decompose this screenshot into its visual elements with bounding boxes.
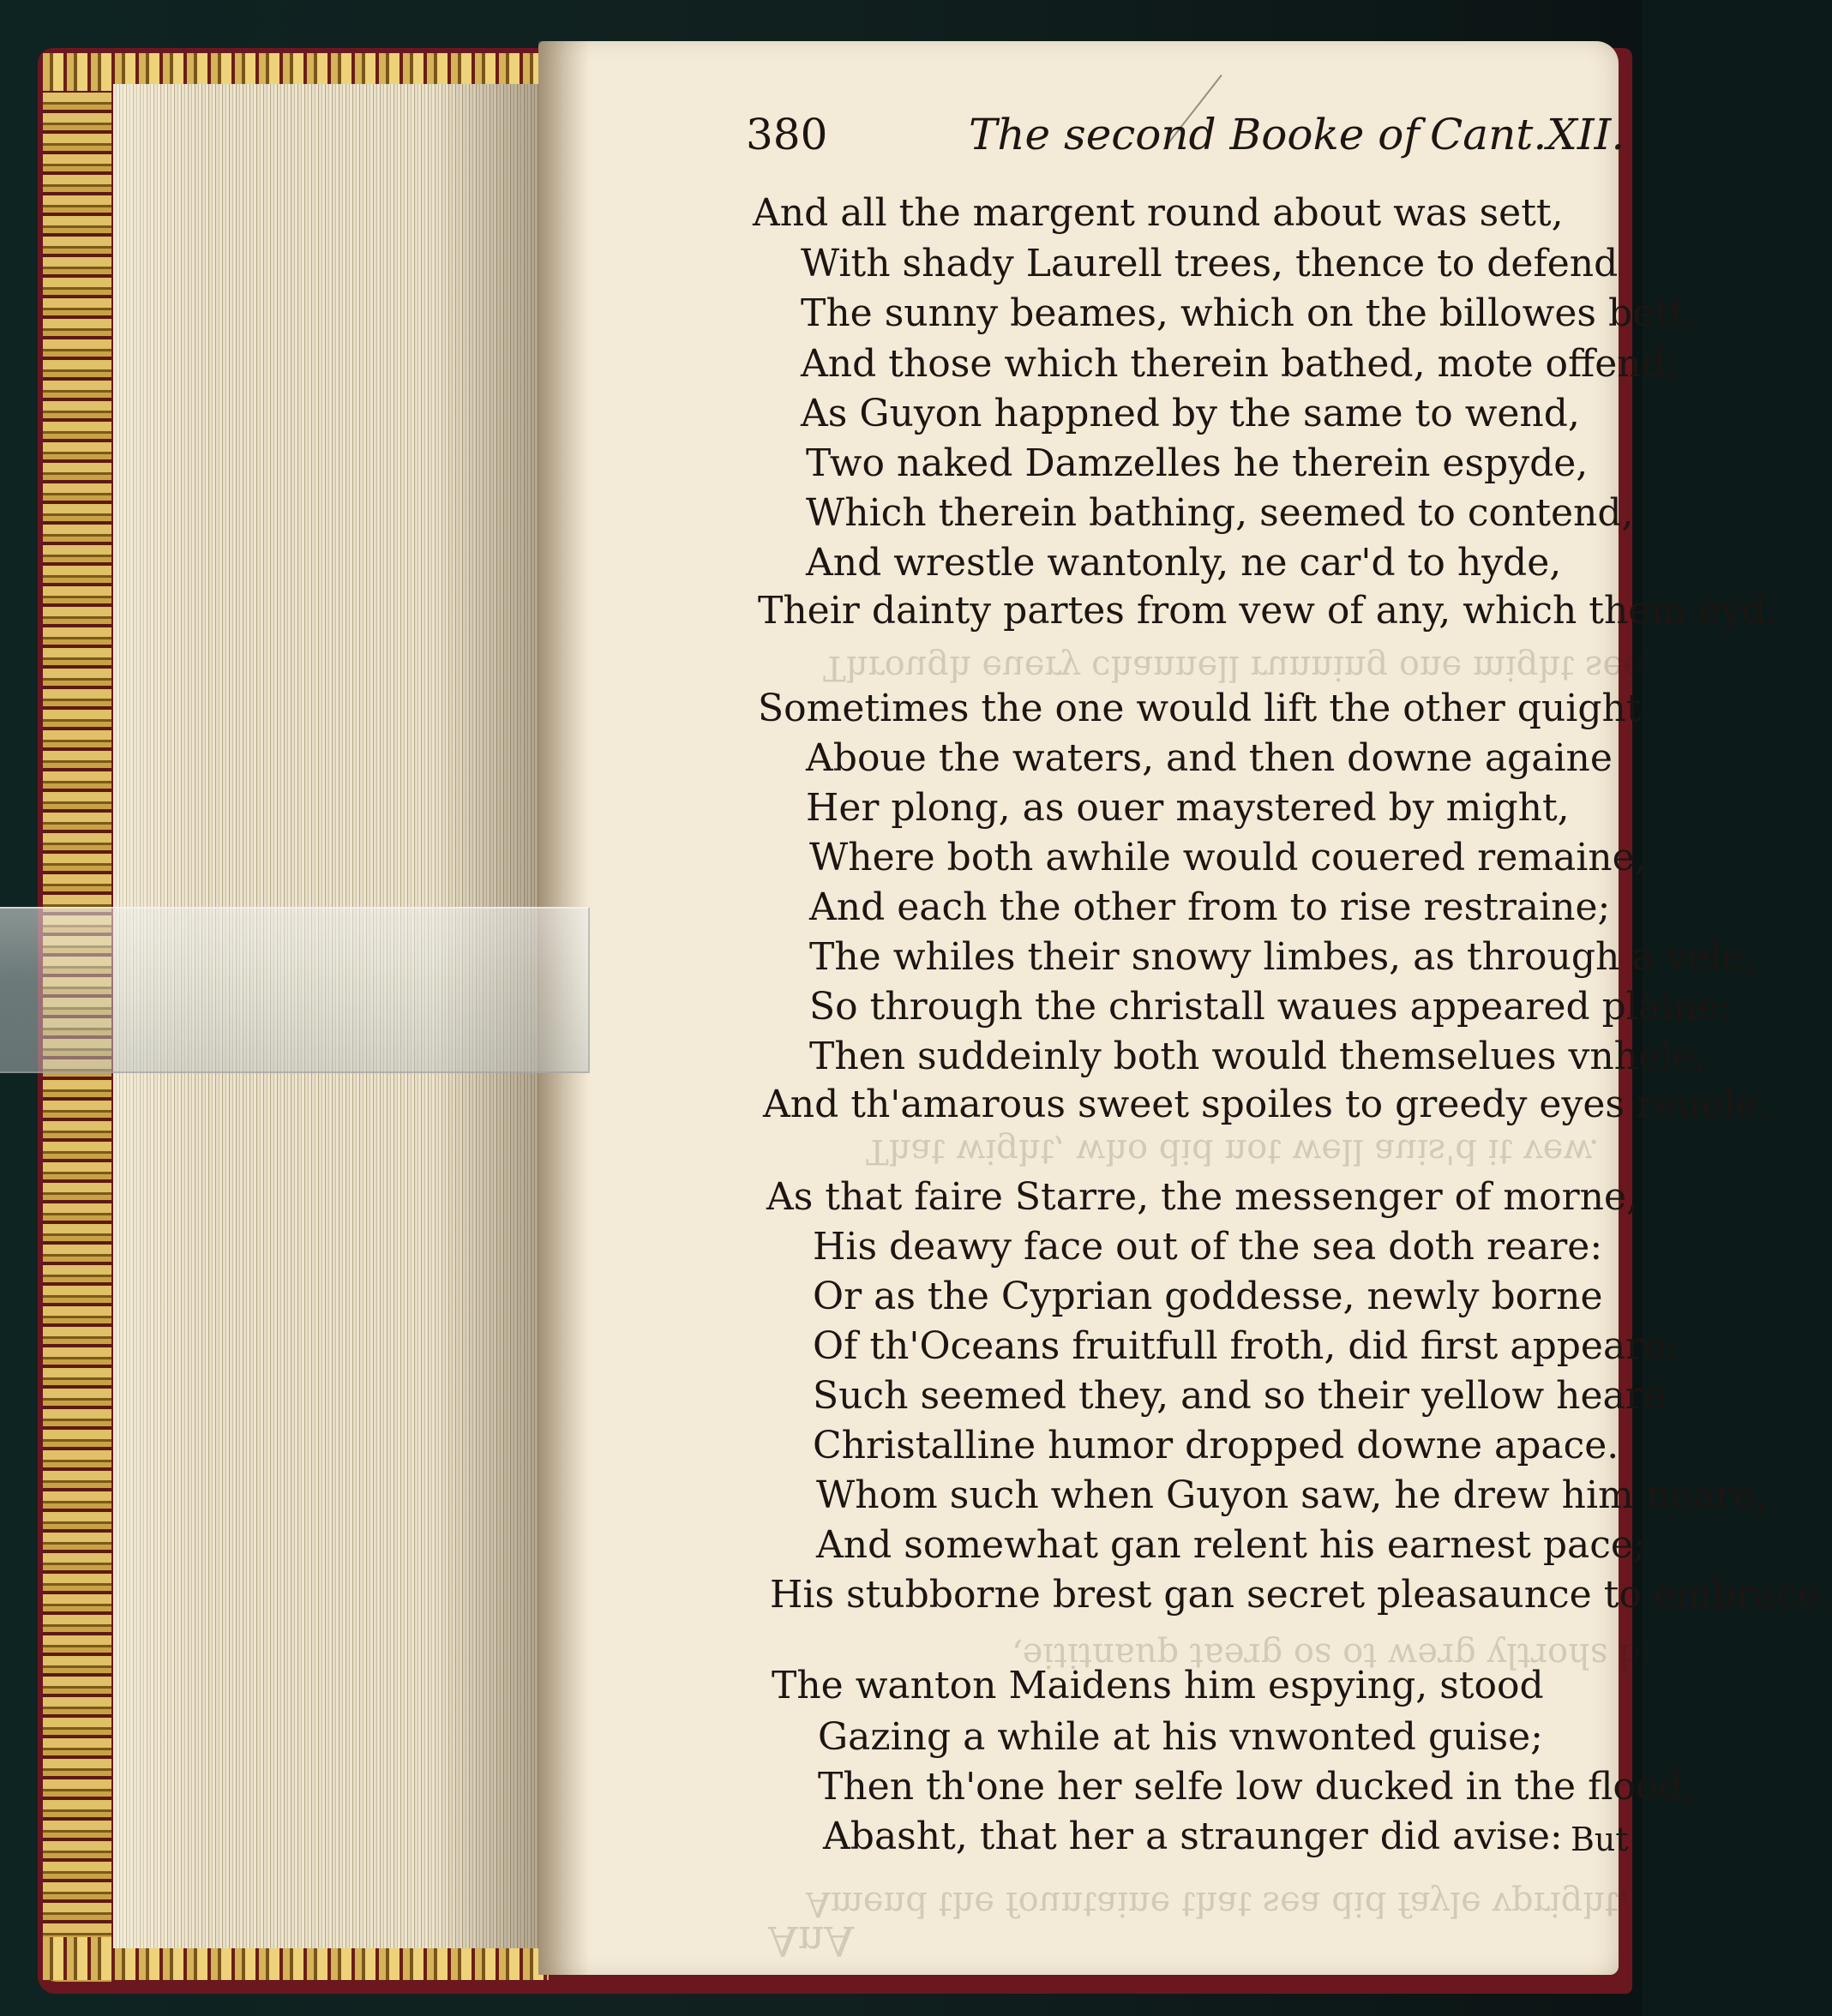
- verse-line: His deawy face out of the sea doth reare:: [813, 1225, 1603, 1269]
- verse-line: So through the christall waues appeared plaine:: [809, 985, 1733, 1029]
- verse-line: Which therein bathing, seemed to contend,: [806, 491, 1634, 535]
- running-title: The second Booke of: [969, 110, 1420, 159]
- verse-line: And all the margent round about was sett,: [753, 191, 1564, 235]
- verse-line: And somewhat gan relent his earnest pace;: [816, 1523, 1646, 1567]
- verse-line: And those which therein bathed, mote offend:: [801, 342, 1679, 386]
- verse-line: His stubborne brest gan secret pleasaunce to embrace.: [770, 1573, 1832, 1617]
- verse-line: Her plong, as ouer maystered by might,: [806, 786, 1570, 830]
- verse-line: Then suddeinly both would themselues vnhele,: [809, 1035, 1708, 1078]
- verse-line: The sunny beames, which on the billowes bett,: [801, 291, 1697, 335]
- book-holder-strap: [0, 907, 590, 1073]
- verse-line: Then th'one her selfe low ducked in the flood,: [818, 1765, 1695, 1809]
- verse-line: Christalline humor dropped downe apace.: [813, 1424, 1619, 1467]
- verse-line: And each the other from to rise restraine;: [809, 885, 1611, 929]
- verse-line: Of th'Oceans fruitfull froth, did first appeare:: [813, 1324, 1679, 1368]
- verse-line: Whom such when Guyon saw, he drew him neare,: [816, 1473, 1768, 1517]
- verse-line: Sometimes the one would lift the other quight: [758, 687, 1642, 730]
- verse-line: Gazing a while at his vnwonted guise;: [818, 1715, 1543, 1759]
- verse-line: Such seemed they, and so their yellow heare: [813, 1374, 1666, 1418]
- verse-line: Or as the Cyprian goddesse, newly borne: [813, 1275, 1603, 1318]
- verse-line: Where both awhile would couered remaine,: [809, 836, 1647, 879]
- show-through-text: Through euery channell running one might see;: [823, 648, 1655, 687]
- show-through-text: Amend the fountaine that sea did fayle vpright.: [806, 1884, 1630, 1923]
- verse-line: Two naked Damzelles he therein espyde,: [806, 441, 1589, 485]
- verse-line: The whiles their snowy limbes, as through a vele,: [809, 935, 1757, 979]
- canto-number: Cant.XII.: [1430, 110, 1625, 159]
- verse-line: Aboue the waters, and then downe againe: [806, 736, 1613, 780]
- page-number: 380: [746, 110, 828, 159]
- show-through-text: That wight, who did not well auis'd it vew.: [866, 1131, 1600, 1171]
- verse-line: And wrestle wantonly, ne car'd to hyde,: [806, 541, 1562, 585]
- catchword: But: [1571, 1821, 1629, 1858]
- show-through-text: AnA: [768, 1917, 855, 1965]
- show-through-text: And shortly grew to so great quantitie,: [1012, 1635, 1688, 1675]
- verse-line: And th'amarous sweet spoiles to greedy eyes reuele.: [763, 1083, 1770, 1126]
- verse-line: The wanton Maidens him espying, stood: [772, 1664, 1544, 1707]
- verse-line: As that faire Starre, the messenger of morne,: [766, 1175, 1638, 1219]
- verse-line: With shady Laurell trees, thence to defend: [801, 242, 1619, 285]
- verse-line: Their dainty partes from vew of any, which them eyd.: [758, 589, 1779, 633]
- verse-line: Abasht, that her a straunger did avise:: [823, 1815, 1563, 1858]
- verse-line: As Guyon happned by the same to wend,: [801, 392, 1580, 435]
